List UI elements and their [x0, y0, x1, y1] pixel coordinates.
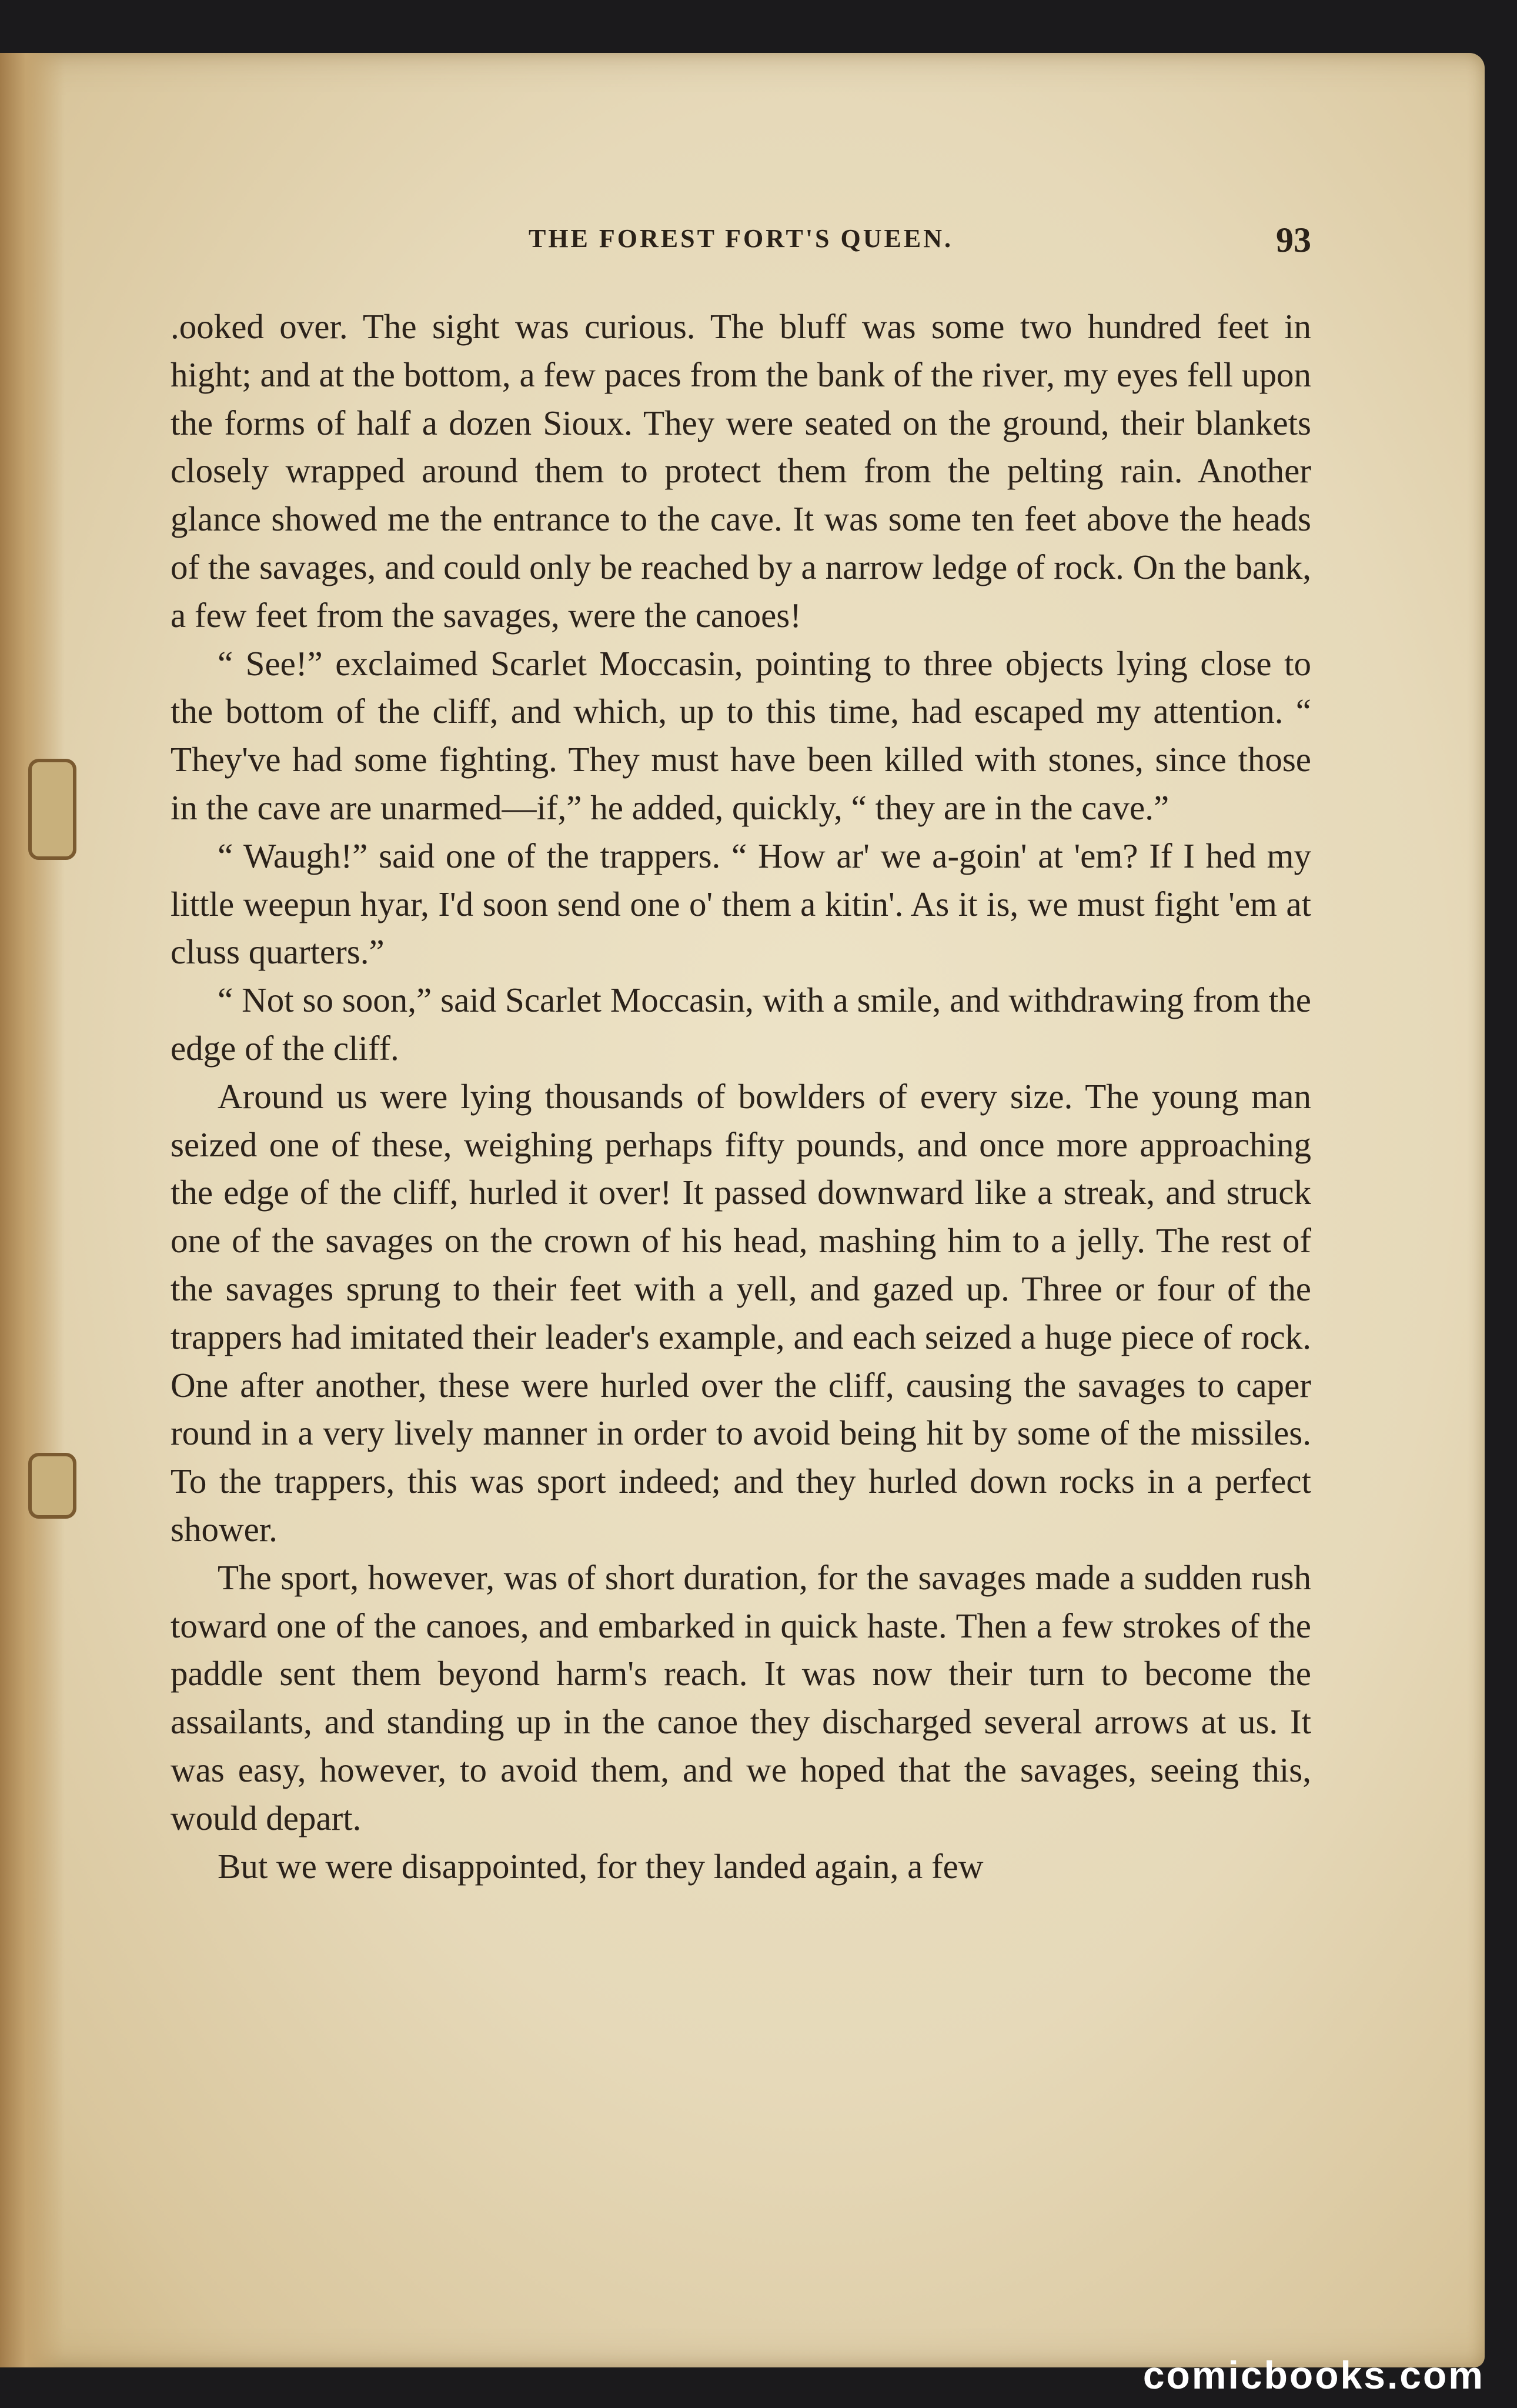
book-gutter: [0, 53, 65, 2367]
paragraph: “ Not so soon,” said Scarlet Moccasin, with a smile, and withdrawing from the edge of the cliff.: [171, 980, 1311, 1068]
body-text: [171, 303, 1311, 1890]
page-number: 93: [1276, 221, 1311, 259]
binding-stitch: [28, 1453, 76, 1519]
page-header: [171, 221, 1311, 259]
paragraph: “ Waugh!” said one of the trappers. “ How ar' we a-goin' at 'em? If I hed my little weepun hyar, I'd soon send one o' them a kitin'. As it is, we must fight 'em at cluss quarters.”: [171, 836, 1311, 972]
paragraph: But we were disappointed, for they landed again, a few: [218, 1846, 984, 1886]
paragraph: Around us were lying thousands of bowlders of every size. The young man seized one of these, weighing perhaps fifty pounds, and once more approaching the edge of the cliff, hurled it over! It passed downward like a streak, and struck one of the savages on the crown of his head, mashing him to a jelly. The rest of the savages sprung to their feet with a yell, and gazed up. Three or four of the trappers had imitated their leader's example, and each seized a huge piece of rock. One after another, these were hurled over the cliff, causing the savages to caper round in a very lively manner in order to avoid being hit by some of the missiles. To the trappers, this was sport indeed; and they hurled down rocks in a perfect shower.: [171, 1076, 1311, 1549]
paragraph: .ooked over. The sight was curious. The bluff was some two hundred feet in hight; and at the bottom, a few paces from the bank of the river, my eyes fell upon the forms of half a dozen Sioux. They were seated on the ground, their blankets closely wrapped around them to protect them from the pelting rain. Another glance showed me the entrance to the cave. It was some ten feet above the heads of the savages, and could only be reached by a narrow ledge of rock. On the bank, a few feet from the savages, were the canoes!: [171, 307, 1311, 635]
paragraph: “ See!” exclaimed Scarlet Moccasin, pointing to three objects lying close to the bottom of the cliff, and which, up to this time, had escaped my attention. “ They've had some fighting. They must have been killed with stones, since those in the cave are unarmed—if,” he added, quickly, “ they are in the cave.”: [171, 643, 1311, 827]
running-head: THE FOREST FORT'S QUEEN.: [528, 224, 953, 253]
paragraph: The sport, however, was of short duration, for the savages made a sudden rush toward one of the canoes, and embarked in quick haste. Then a few strokes of the paddle sent them beyond harm's reach. It was now their turn to become the assailants, and standing up in the canoe they discharged several arrows at us. It was easy, however, to avoid them, and we hoped that the savages, seeing this, would depart.: [171, 1557, 1311, 1837]
watermark: comicbooks.com: [1142, 2353, 1485, 2397]
binding-stitch: [28, 759, 76, 860]
